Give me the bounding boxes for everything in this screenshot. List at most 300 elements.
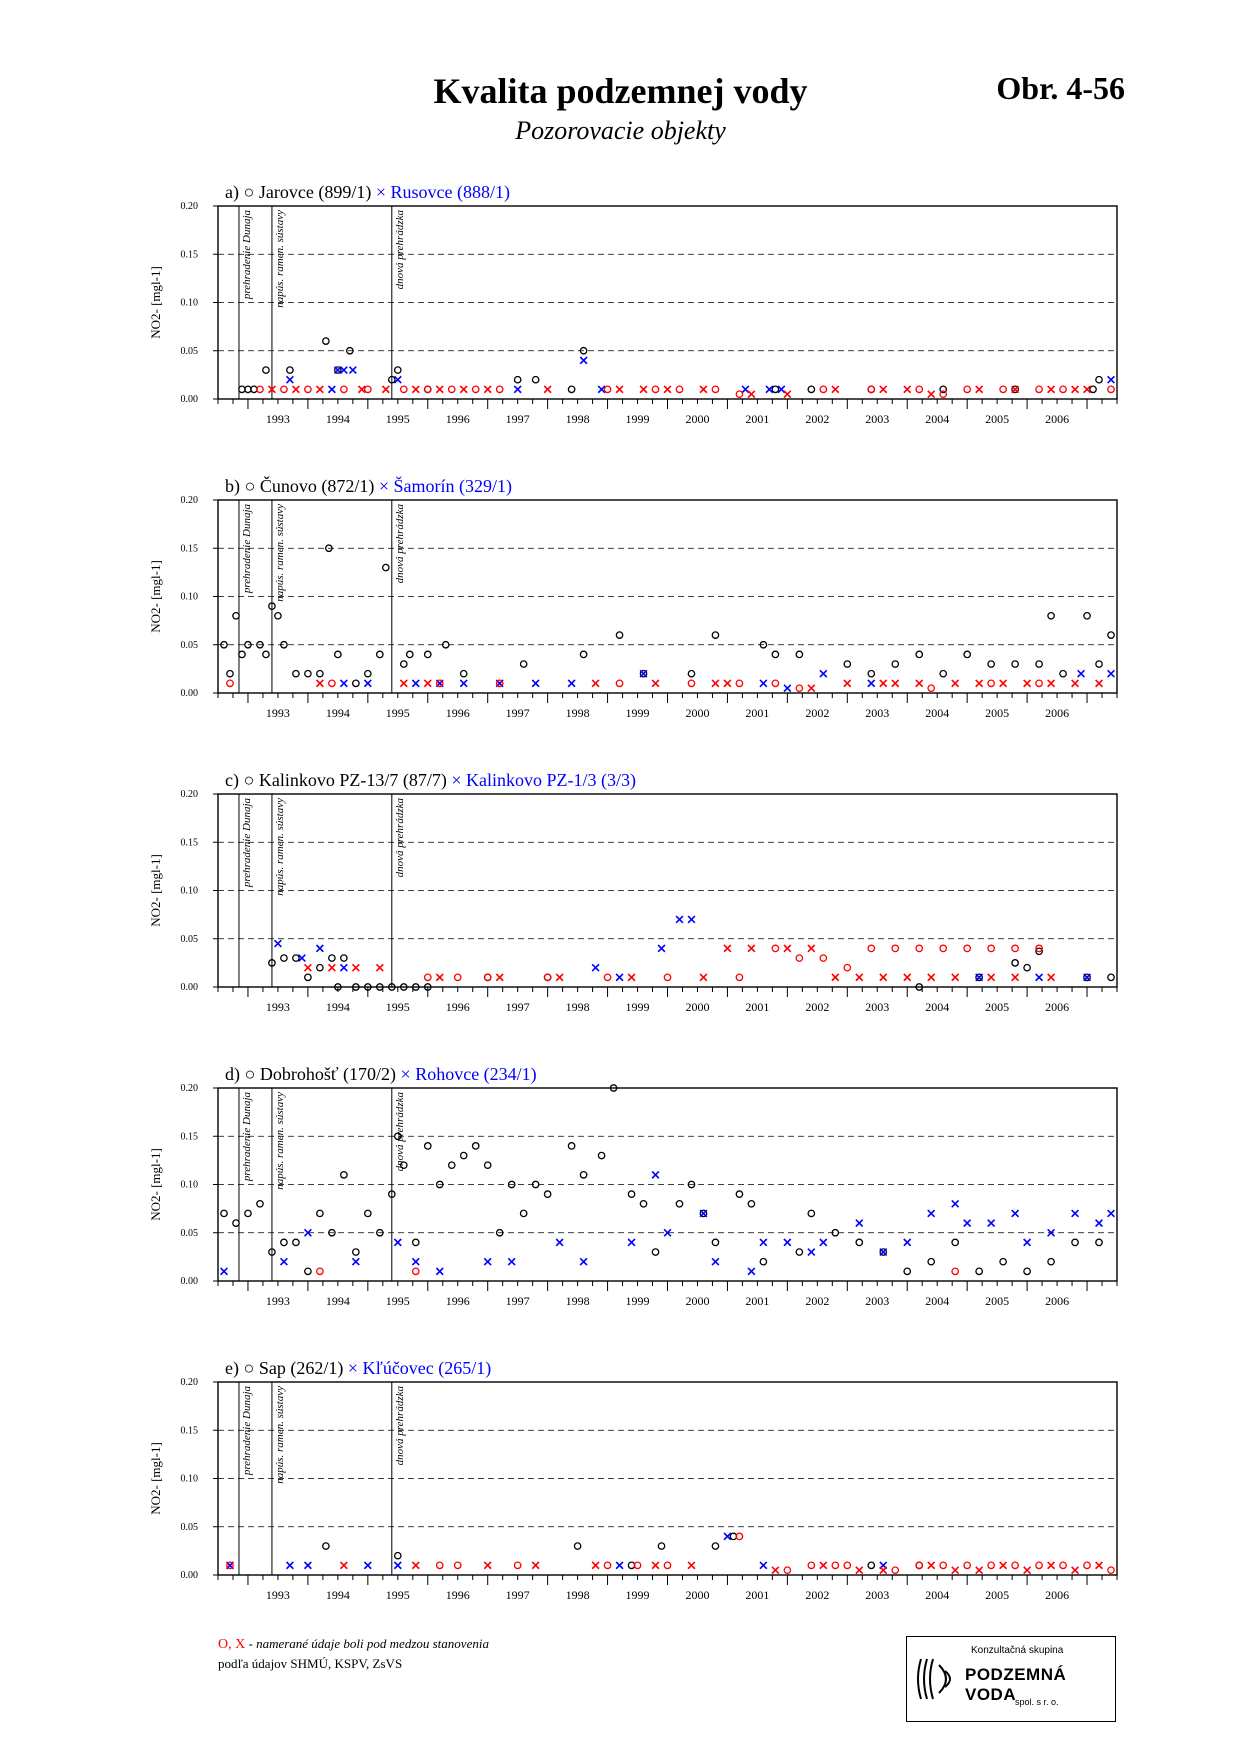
x-tick-label: 1998 (565, 1588, 590, 1602)
page-subtitle: Pozorovacie objekty (515, 116, 726, 145)
data-point-circle (1048, 1259, 1054, 1265)
x-tick-label: 1999 (625, 1588, 650, 1602)
data-point-circle (820, 955, 826, 961)
data-point-circle (568, 386, 574, 392)
data-point-circle (868, 671, 874, 677)
data-point-x (808, 685, 815, 692)
x-tick-label: 2002 (805, 1588, 830, 1602)
x-tick-label: 2003 (865, 412, 890, 426)
x-tick-label: 1996 (445, 1000, 470, 1014)
x-tick-label: 1996 (445, 1588, 470, 1602)
data-point-circle (868, 386, 874, 392)
y-axis-label: NO2- [mgl-1] (148, 854, 163, 927)
data-point-circle (485, 974, 491, 980)
data-point-x (1048, 1562, 1055, 1569)
data-point-x (928, 391, 935, 398)
y-tick-label: 0.10 (180, 1179, 198, 1191)
data-point-x (760, 680, 767, 687)
data-point-circle (676, 386, 682, 392)
data-point-circle (413, 1239, 419, 1245)
data-point-x (976, 680, 983, 687)
data-point-x (856, 1220, 863, 1227)
y-tick-label: 0.00 (180, 1570, 198, 1581)
data-point-circle (305, 386, 311, 392)
data-point-circle (796, 651, 802, 657)
data-point-x (640, 670, 647, 677)
data-point-x (496, 974, 503, 981)
data-point-x (340, 680, 347, 687)
x-tick-label: 1993 (265, 706, 290, 720)
data-point-x (412, 680, 419, 687)
data-point-x (484, 386, 491, 393)
legend-entry-x: × Rusovce (888/1) (371, 182, 510, 202)
data-point-x (1024, 1567, 1031, 1574)
data-point-x (580, 1258, 587, 1265)
y-tick-label: 0.05 (180, 639, 198, 651)
legend-entry-x: × Šamorín (329/1) (374, 476, 513, 496)
data-point-circle (1090, 386, 1096, 392)
x-tick-label: 1996 (445, 1294, 470, 1308)
x-tick-label: 2003 (865, 1294, 890, 1308)
x-tick-label: 1995 (385, 1000, 410, 1014)
data-point-x (658, 945, 665, 952)
data-point-circle (1036, 386, 1042, 392)
y-tick-label: 0.05 (180, 1521, 198, 1533)
x-tick-label: 1999 (625, 1000, 650, 1014)
data-point-circle (844, 661, 850, 667)
x-tick-label: 1998 (565, 1294, 590, 1308)
event-label: prehradenie Dunaja (240, 798, 253, 888)
panel-heading (225, 182, 510, 203)
x-tick-label: 2004 (925, 706, 950, 720)
x-tick-label: 1997 (505, 1294, 530, 1308)
data-point-circle (1024, 1268, 1030, 1274)
data-point-x (880, 1567, 887, 1574)
data-point-circle (425, 974, 431, 980)
data-point-circle (485, 1162, 491, 1168)
data-point-circle (449, 386, 455, 392)
data-point-circle (407, 651, 413, 657)
data-point-circle (395, 367, 401, 373)
y-tick-label: 0.10 (180, 297, 198, 309)
data-point-x (287, 376, 294, 383)
data-point-circle (245, 1210, 251, 1216)
data-point-circle (868, 1562, 874, 1568)
data-point-circle (263, 651, 269, 657)
x-tick-label: 1997 (505, 412, 530, 426)
data-point-circle (712, 632, 718, 638)
data-point-circle (676, 1201, 682, 1207)
x-tick-label: 2005 (985, 1294, 1010, 1308)
data-point-x (1108, 376, 1115, 383)
below-limit-symbols: O, X (218, 1637, 246, 1652)
data-point-circle (377, 651, 383, 657)
data-point-circle (305, 974, 311, 980)
page-title: Kvalita podzemnej vody (433, 71, 808, 111)
data-point-circle (664, 974, 670, 980)
data-point-circle (1108, 386, 1114, 392)
data-point-circle (940, 1562, 946, 1568)
data-point-x (436, 974, 443, 981)
data-point-circle (395, 1553, 401, 1559)
data-point-circle (736, 974, 742, 980)
x-tick-label: 2006 (1045, 1000, 1070, 1014)
data-source-note: podľa údajov SHMÚ, KSPV, ZsVS (218, 1656, 403, 1671)
x-tick-label: 2000 (685, 1000, 710, 1014)
y-tick-label: 0.20 (180, 1377, 198, 1388)
data-point-circle (544, 974, 550, 980)
chart-panel-4 (148, 1358, 1117, 1602)
data-point-circle (1012, 960, 1018, 966)
data-point-circle (760, 1259, 766, 1265)
x-tick-label: 2001 (745, 706, 770, 720)
y-tick-label: 0.15 (180, 1425, 198, 1437)
x-tick-label: 2000 (685, 706, 710, 720)
data-point-x (1012, 386, 1019, 393)
x-tick-label: 1998 (565, 1000, 590, 1014)
data-point-circle (688, 671, 694, 677)
data-point-circle (928, 685, 934, 691)
x-tick-label: 1994 (325, 1588, 350, 1602)
data-point-circle (652, 1249, 658, 1255)
logo-mark-icon (913, 1651, 961, 1707)
event-label: dnová prehrádzka (393, 1386, 406, 1466)
data-point-x (1012, 974, 1019, 981)
data-point-x (328, 964, 335, 971)
chart-panel-0 (148, 182, 1117, 426)
x-tick-label: 1999 (625, 1294, 650, 1308)
x-tick-label: 2004 (925, 1588, 950, 1602)
x-tick-label: 2004 (925, 1000, 950, 1014)
data-point-circle (712, 386, 718, 392)
data-point-circle (1072, 1239, 1078, 1245)
x-tick-label: 1993 (265, 1000, 290, 1014)
x-tick-label: 1993 (265, 1294, 290, 1308)
data-point-circle (461, 1152, 467, 1158)
data-point-circle (1108, 974, 1114, 980)
data-point-x (712, 680, 719, 687)
data-point-x (568, 680, 575, 687)
data-point-x (592, 680, 599, 687)
data-point-x (394, 1562, 401, 1569)
data-point-x (1096, 680, 1103, 687)
data-point-circle (772, 680, 778, 686)
data-point-circle (988, 680, 994, 686)
data-point-x (820, 670, 827, 677)
data-point-circle (652, 386, 658, 392)
data-point-circle (748, 1201, 754, 1207)
data-point-x (844, 680, 851, 687)
data-point-x (1072, 680, 1079, 687)
data-point-x (275, 940, 282, 947)
data-point-x (916, 680, 923, 687)
data-point-circle (1000, 386, 1006, 392)
data-point-x (724, 945, 731, 952)
data-point-circle (1084, 1562, 1090, 1568)
legend-entry-x: × Kľúčovec (265/1) (343, 1358, 492, 1378)
legend-entry-circle: b) ○ Čunovo (872/1) (225, 476, 375, 496)
data-point-x (628, 974, 635, 981)
data-point-x (808, 945, 815, 952)
data-point-x (952, 1200, 959, 1207)
y-tick-label: 0.00 (180, 394, 198, 405)
data-point-circle (401, 661, 407, 667)
data-point-circle (455, 974, 461, 980)
data-point-circle (628, 1191, 634, 1197)
data-point-circle (323, 1543, 329, 1549)
data-point-x (700, 1210, 707, 1217)
data-point-x (436, 1268, 443, 1275)
data-point-circle (796, 685, 802, 691)
data-point-x (784, 945, 791, 952)
data-point-x (880, 680, 887, 687)
data-point-circle (365, 1210, 371, 1216)
x-tick-label: 2000 (685, 1294, 710, 1308)
data-point-x (1096, 1220, 1103, 1227)
data-point-x (376, 964, 383, 971)
x-tick-label: 1996 (445, 412, 470, 426)
data-point-circle (844, 1562, 850, 1568)
data-point-circle (844, 965, 850, 971)
x-tick-label: 2003 (865, 706, 890, 720)
data-point-circle (263, 367, 269, 373)
panel-heading (225, 1358, 491, 1379)
data-point-circle (496, 386, 502, 392)
panel-heading (225, 475, 512, 497)
data-point-circle (604, 386, 610, 392)
data-point-circle (688, 680, 694, 686)
data-point-circle (580, 1172, 586, 1178)
x-tick-label: 1994 (325, 412, 350, 426)
data-point-circle (1036, 661, 1042, 667)
x-tick-label: 2004 (925, 412, 950, 426)
x-tick-label: 1994 (325, 706, 350, 720)
data-point-circle (281, 386, 287, 392)
data-point-circle (233, 1220, 239, 1226)
data-point-x (340, 1562, 347, 1569)
x-tick-label: 2003 (865, 1000, 890, 1014)
below-limit-text: - namerané údaje boli pod medzou stanovenia (245, 1636, 489, 1651)
data-point-circle (988, 661, 994, 667)
data-point-circle (604, 1562, 610, 1568)
data-point-circle (640, 1201, 646, 1207)
y-tick-label: 0.15 (180, 249, 198, 261)
data-point-circle (772, 386, 778, 392)
data-point-x (760, 1239, 767, 1246)
legend-entry-x: × Rohovce (234/1) (396, 1064, 537, 1084)
x-tick-label: 1997 (505, 1000, 530, 1014)
event-label: napús. ramen. sústavy (273, 1092, 286, 1190)
data-point-circle (1060, 1562, 1066, 1568)
data-point-circle (544, 1191, 550, 1197)
data-point-circle (1060, 386, 1066, 392)
x-tick-label: 2006 (1045, 706, 1070, 720)
data-point-x (976, 386, 983, 393)
event-label: prehradenie Dunaja (240, 210, 253, 300)
data-point-circle (604, 974, 610, 980)
data-point-x (412, 1562, 419, 1569)
data-point-circle (353, 1249, 359, 1255)
data-point-x (676, 916, 683, 923)
data-point-x (436, 386, 443, 393)
event-label: prehradenie Dunaja (240, 504, 253, 594)
data-point-circle (964, 945, 970, 951)
data-point-x (652, 1562, 659, 1569)
legend-entry-circle: d) ○ Dobrohošť (170/2) (225, 1064, 397, 1084)
data-point-circle (808, 1562, 814, 1568)
data-point-circle (455, 1562, 461, 1568)
data-point-x (880, 1249, 887, 1256)
data-point-x (892, 680, 899, 687)
x-tick-label: 2006 (1045, 1588, 1070, 1602)
data-point-x (340, 964, 347, 971)
data-point-x (952, 1567, 959, 1574)
data-point-circle (616, 632, 622, 638)
event-label: napús. ramen. sústavy (273, 1386, 286, 1484)
data-point-x (832, 974, 839, 981)
data-point-x (484, 1562, 491, 1569)
data-point-circle (329, 955, 335, 961)
data-point-circle (916, 945, 922, 951)
data-point-circle (580, 651, 586, 657)
figure-number: Obr. 4-56 (996, 70, 1125, 106)
data-point-circle (1096, 377, 1102, 383)
data-point-circle (892, 945, 898, 951)
data-point-x (412, 386, 419, 393)
data-point-x (287, 1562, 294, 1569)
data-point-circle (413, 1268, 419, 1274)
data-point-circle (257, 1201, 263, 1207)
x-tick-label: 2004 (925, 1294, 950, 1308)
data-point-x (652, 680, 659, 687)
data-point-circle (341, 1172, 347, 1178)
data-point-circle (317, 965, 323, 971)
data-point-x (616, 1562, 623, 1569)
data-point-x (748, 391, 755, 398)
logo-top-text: Konzultačná skupina (971, 1645, 1064, 1656)
data-point-circle (293, 671, 299, 677)
legend-entry-circle: a) ○ Jarovce (899/1) (225, 182, 372, 202)
data-point-x (652, 1171, 659, 1178)
data-point-circle (1012, 1562, 1018, 1568)
data-point-circle (964, 651, 970, 657)
data-point-x (928, 1562, 935, 1569)
data-point-circle (964, 1562, 970, 1568)
data-point-x (592, 1562, 599, 1569)
data-point-x (328, 386, 335, 393)
data-point-circle (365, 671, 371, 677)
data-point-circle (736, 1191, 742, 1197)
data-point-circle (323, 338, 329, 344)
data-point-circle (952, 1268, 958, 1274)
x-tick-label: 1998 (565, 412, 590, 426)
data-point-x (856, 1567, 863, 1574)
data-point-x (484, 1258, 491, 1265)
data-point-x (964, 1220, 971, 1227)
chart-panel-3 (148, 1064, 1117, 1308)
data-point-circle (892, 1567, 898, 1573)
data-point-circle (449, 1162, 455, 1168)
data-point-circle (712, 1543, 718, 1549)
panel-heading (225, 770, 636, 791)
data-point-x (316, 680, 323, 687)
data-point-circle (425, 651, 431, 657)
event-label: napús. ramen. sústavy (273, 504, 286, 602)
y-tick-label: 0.00 (180, 1276, 198, 1287)
legend-note-below-limit (218, 1636, 489, 1653)
data-point-circle (383, 564, 389, 570)
data-point-x (808, 1249, 815, 1256)
data-point-circle (221, 1210, 227, 1216)
y-axis-label: NO2- [mgl-1] (148, 1442, 163, 1515)
data-point-x (1072, 1210, 1079, 1217)
data-point-x (820, 1562, 827, 1569)
data-point-x (364, 1562, 371, 1569)
x-tick-label: 2000 (685, 1588, 710, 1602)
legend-entry-circle: c) ○ Kalinkovo PZ-13/7 (87/7) (225, 770, 447, 790)
data-point-x (628, 1239, 635, 1246)
data-point-circle (227, 680, 233, 686)
data-point-circle (401, 386, 407, 392)
data-point-x (904, 974, 911, 981)
data-point-x (556, 1239, 563, 1246)
data-point-x (1108, 670, 1115, 677)
data-point-x (700, 386, 707, 393)
data-point-circle (1048, 613, 1054, 619)
y-tick-label: 0.00 (180, 688, 198, 699)
chart-panel-1 (148, 475, 1117, 720)
data-point-x (1072, 1567, 1079, 1574)
data-point-x (508, 1258, 515, 1265)
event-label: prehradenie Dunaja (240, 1386, 253, 1476)
data-point-x (580, 357, 587, 364)
data-point-x (988, 974, 995, 981)
data-point-circle (664, 1562, 670, 1568)
data-point-circle (952, 1239, 958, 1245)
x-tick-label: 1999 (625, 706, 650, 720)
data-point-circle (353, 680, 359, 686)
data-point-circle (892, 661, 898, 667)
data-point-circle (365, 386, 371, 392)
data-point-circle (281, 1239, 287, 1245)
data-point-circle (808, 386, 814, 392)
data-point-circle (904, 1268, 910, 1274)
data-point-circle (1024, 965, 1030, 971)
data-point-circle (1036, 680, 1042, 686)
x-tick-label: 2005 (985, 412, 1010, 426)
data-point-x (1024, 680, 1031, 687)
data-point-circle (473, 1143, 479, 1149)
data-point-circle (808, 1210, 814, 1216)
data-point-circle (598, 1152, 604, 1158)
legend-entry-circle: e) ○ Sap (262/1) (225, 1358, 344, 1378)
data-point-x (544, 386, 551, 393)
legend-entry-x: × Kalinkovo PZ-1/3 (3/3) (446, 770, 636, 790)
data-point-circle (796, 955, 802, 961)
data-point-x (1048, 386, 1055, 393)
event-label: dnová prehrádzka (393, 210, 406, 290)
data-point-x (616, 386, 623, 393)
data-point-circle (940, 945, 946, 951)
data-point-circle (796, 1249, 802, 1255)
data-point-circle (1036, 1562, 1042, 1568)
data-point-circle (425, 1143, 431, 1149)
data-point-x (748, 1268, 755, 1275)
x-tick-label: 1995 (385, 412, 410, 426)
x-tick-label: 2002 (805, 412, 830, 426)
data-point-circle (820, 386, 826, 392)
x-tick-label: 1993 (265, 412, 290, 426)
